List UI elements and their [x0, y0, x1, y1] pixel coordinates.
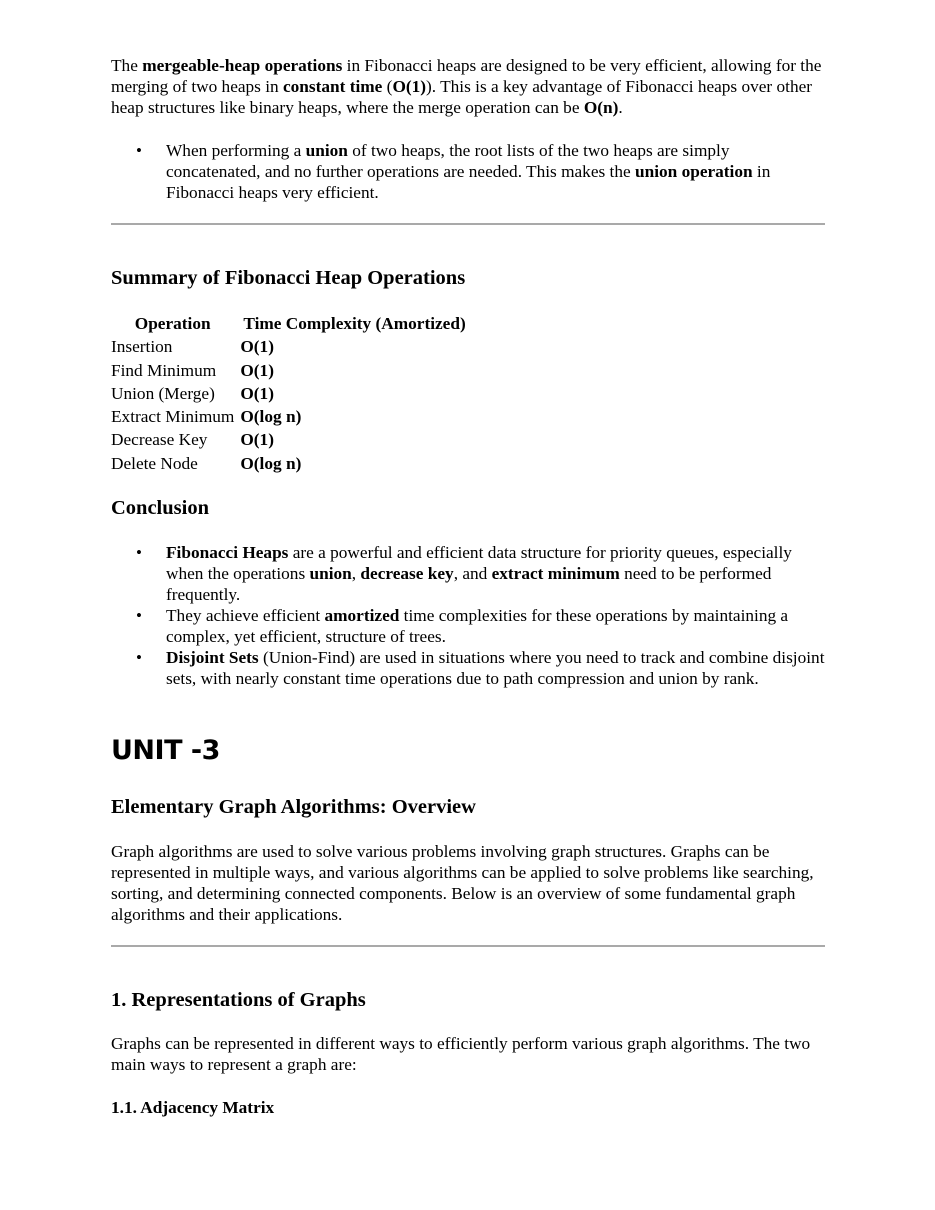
table-cell: Decrease Key: [111, 430, 208, 450]
unit-title: UNIT -3: [111, 735, 220, 766]
table-cell: Extract Minimum: [111, 407, 235, 427]
table-row: [111, 335, 469, 358]
table-cell: Union (Merge): [111, 383, 215, 403]
table-cell: O(1): [240, 360, 274, 380]
summary-heading: Summary of Fibonacci Heap Operations: [111, 267, 466, 289]
representations-paragraph: Graphs can be represented in different ways to efficiently perform various graph algorithms. The two main ways to represent a graph are:: [111, 1034, 811, 1074]
column-header-operation: Operation: [134, 314, 211, 333]
representations-heading: 1. Representations of Graphs: [111, 989, 366, 1011]
divider: [111, 945, 825, 947]
table-cell: Find Minimum: [111, 360, 217, 380]
table-cell: O(log n): [240, 407, 302, 427]
union-bullet-list: [111, 140, 825, 203]
column-header-complexity: Time Complexity (Amortized): [243, 314, 466, 333]
list-item: • When performing a union of two heaps, the root lists of the two heaps are simply concatenated, and no further operations are needed. This makes the union operation in Fibonacci heaps very efficient.: [111, 140, 825, 203]
list-item: • Disjoint Sets (Union-Find) are used in situations where you need to track and combine disjoint sets, with nearly constant time operations due to path compression and union by rank.: [111, 647, 825, 689]
table-row: [111, 428, 469, 451]
table-row: [111, 405, 469, 428]
table-cell: O(1): [240, 337, 274, 357]
divider: [111, 223, 825, 225]
table-cell: Delete Node: [111, 453, 198, 473]
intro-paragraph: The mergeable-heap operations in Fibonacci heaps are designed to be very efficient, allowing for the merging of two heaps in constant time (O(1)). This is a key advantage of Fibonacci heaps over other heap structures like binary heaps, where the merge operation can be O(n).: [111, 56, 822, 117]
table-cell: O(log n): [240, 453, 302, 473]
table-row: [111, 359, 469, 382]
table-row: [111, 452, 469, 475]
conclusion-heading: Conclusion: [111, 497, 209, 519]
conclusion-bullet-list: [111, 542, 825, 689]
list-item: • They achieve efficient amortized time complexities for these operations by maintaining a complex, yet efficient, structure of trees.: [111, 605, 825, 647]
list-item: • Fibonacci Heaps are a powerful and efficient data structure for priority queues, especially when the operations union, decrease key, and extract minimum need to be performed frequently.: [111, 542, 825, 605]
table-header-row: [111, 312, 469, 335]
graph-overview-heading: Elementary Graph Algorithms: Overview: [111, 796, 476, 818]
table-cell: O(1): [240, 383, 274, 403]
table-row: [111, 382, 469, 405]
table-cell: Insertion: [111, 337, 173, 357]
adjacency-matrix-heading: 1.1. Adjacency Matrix: [111, 1098, 275, 1117]
graph-overview-paragraph: Graph algorithms are used to solve various problems involving graph structures. Graphs can be represented in multiple ways, and various algorithms can be applied to solve problems like searching, sorting, and determining connected components. Below is an overview of some fundamental graph algorithms and their applications.: [111, 842, 814, 924]
table-cell: O(1): [240, 430, 274, 450]
operations-table: [111, 312, 469, 475]
